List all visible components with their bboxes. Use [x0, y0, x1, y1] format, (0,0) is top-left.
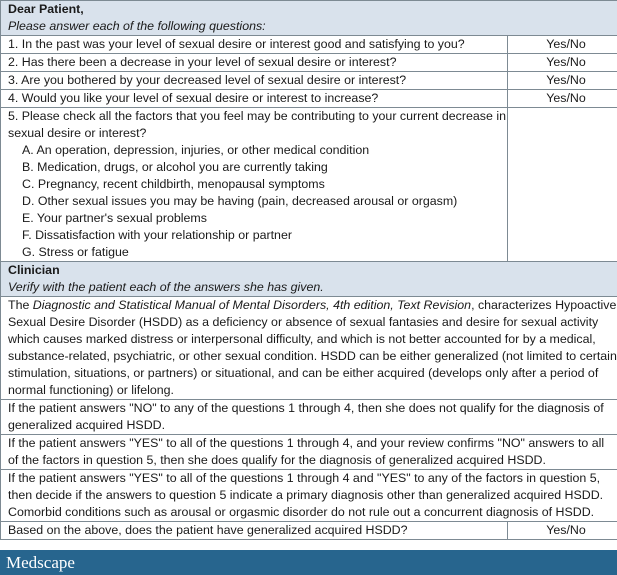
final-question-text: Based on the above, does the patient have generalized acquired HSDD? — [1, 522, 508, 540]
rule-row — [1, 470, 617, 522]
final-question-row — [1, 522, 617, 540]
factor-item: B. Medication, drugs, or alcohol you are currently taking — [22, 160, 328, 174]
rule-text: If the patient answers "YES" to all of the questions 1 through 4, and your review confirms "NO" answers to all of the factors in question 5, then she does qualify for the diagnosis of generalized acquired HSDD. — [1, 435, 617, 470]
rule-row — [1, 435, 617, 470]
question-answer: Yes/No — [508, 72, 617, 90]
question-text: 1. In the past was your level of sexual desire or interest good and satisfying to you? — [1, 36, 508, 54]
clinician-header-cell — [1, 262, 617, 297]
clinician-section-subtitle: Verify with the patient each of the answers she has given. — [8, 280, 324, 294]
question-answer: Yes/No — [508, 90, 617, 108]
rule-text: If the patient answers "NO" to any of the questions 1 through 4, then she does not qualify for the diagnosis of generalized acquired HSDD. — [1, 400, 617, 435]
patient-header-row — [1, 1, 617, 36]
factor-item: A. An operation, depression, injuries, or other medical condition — [22, 143, 370, 157]
factor-item: F. Dissatisfaction with your relationship or partner — [22, 228, 292, 242]
question-row — [1, 90, 617, 108]
dsm-definition-cell — [1, 297, 617, 400]
patient-section-subtitle: Please answer each of the following questions: — [8, 19, 266, 33]
factor-item: D. Other sexual issues you may be having (pain, decreased arousal or orgasm) — [22, 194, 458, 208]
dsm-definition-row — [1, 297, 617, 400]
question-answer: Yes/No — [508, 36, 617, 54]
factor-item: E. Your partner's sexual problems — [22, 211, 207, 225]
dsm-definition-text: , characterizes Hypoactive Sexual Desire Disorder (HSDD) as a deficiency or absence of sexual fantasies and desire for sexual activity which causes marked distress or interpersonal difficulty, and which is not better accounted for by a medical, substance-related, psychiatric, or other sexual condition. HSDD can be either generalized (not limited to certain stimulation, situations, or partners) or situational, and can be either acquired (develops only after a period of normal functioning) or lifelong. — [8, 298, 617, 397]
question-row — [1, 54, 617, 72]
clinician-section-title: Clinician — [8, 263, 60, 277]
factor-item: G. Stress or fatigue — [22, 245, 129, 259]
patient-section-title: Dear Patient, — [8, 2, 84, 16]
rule-text: If the patient answers "YES" to all of the questions 1 through 4 and "YES" to any of the factors in question 5, then decide if the answers to question 5 indicate a primary diagnosis other than generalized acquired HSDD. Comorbid conditions such as arousal or orgasmic disorder do not rule out a concurrent diagnosis of HSDD. — [1, 470, 617, 522]
question5-answer-cell — [508, 108, 617, 262]
question-text: 2. Has there been a decrease in your level of sexual desire or interest? — [1, 54, 508, 72]
question5-row — [1, 108, 617, 262]
question5-cell — [1, 108, 508, 262]
clinician-header-row — [1, 262, 617, 297]
patient-header-cell — [1, 1, 617, 36]
medscape-logo: Medscape — [6, 553, 75, 572]
question-row — [1, 36, 617, 54]
rule-row — [1, 400, 617, 435]
question-text: 3. Are you bothered by your decreased level of sexual desire or interest? — [1, 72, 508, 90]
dsm-manual-title: Diagnostic and Statistical Manual of Mental Disorders, 4th edition, Text Revision — [32, 298, 472, 312]
footer-bar — [0, 550, 617, 575]
dsm-lead-text: The — [8, 298, 33, 312]
final-question-answer: Yes/No — [508, 522, 617, 540]
question-answer: Yes/No — [508, 54, 617, 72]
question5-text: 5. Please check all the factors that you feel may be contributing to your current decrease in sexual desire or interest? — [8, 109, 506, 140]
question-text: 4. Would you like your level of sexual desire or interest to increase? — [1, 90, 508, 108]
factor-item: C. Pregnancy, recent childbirth, menopausal symptoms — [22, 177, 325, 191]
question-row — [1, 72, 617, 90]
